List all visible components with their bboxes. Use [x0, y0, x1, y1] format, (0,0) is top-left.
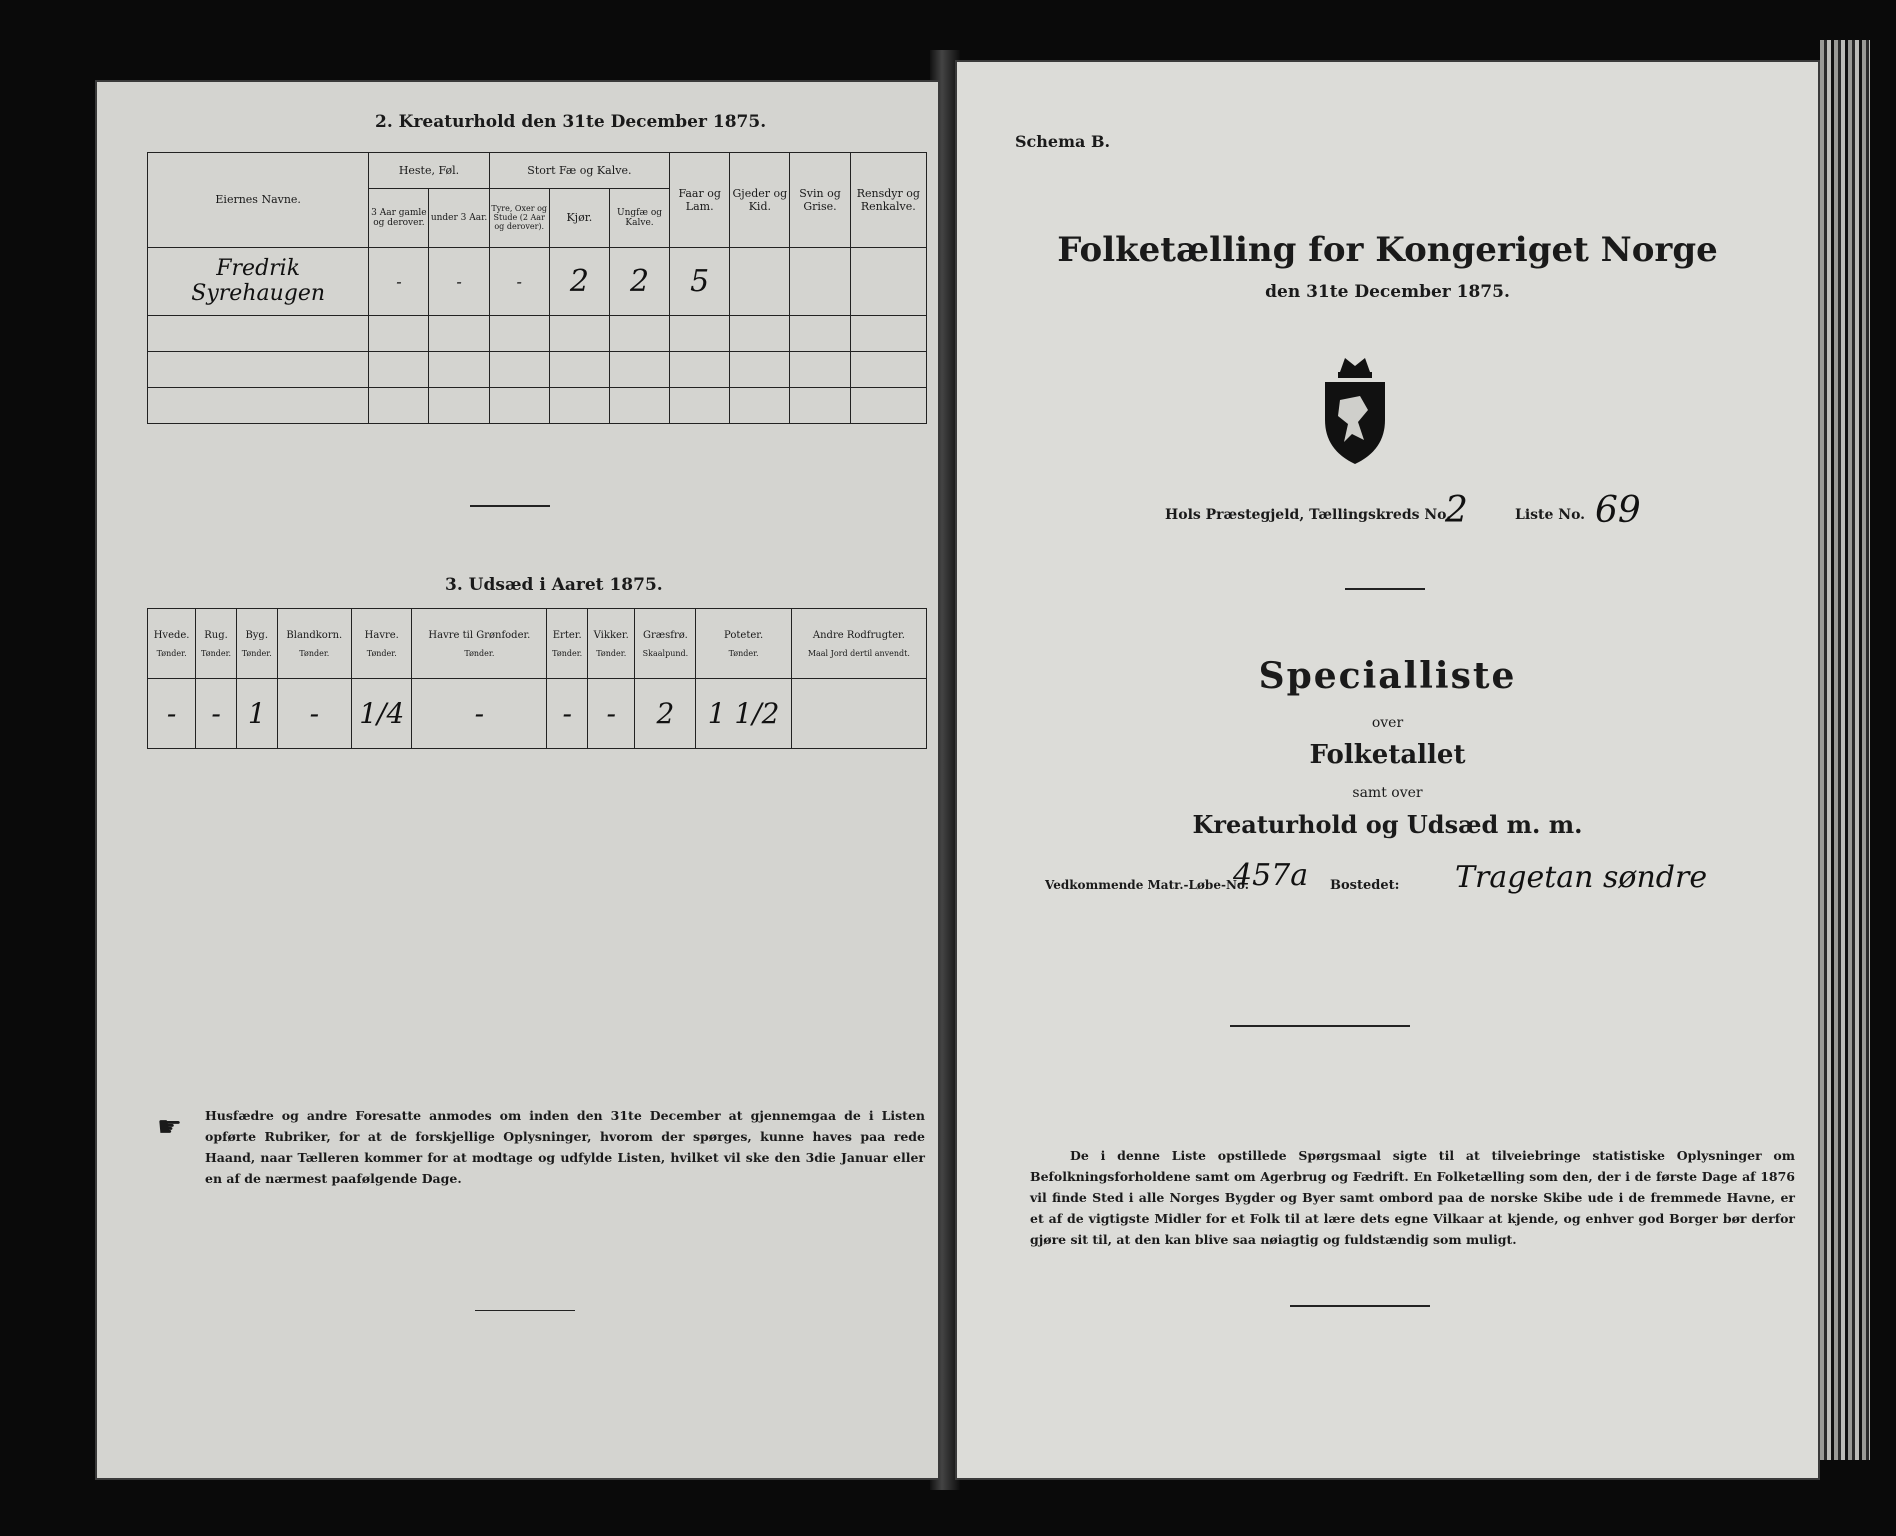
over-text: over [1371, 715, 1404, 731]
col-owner: Eiernes Navne. [148, 153, 369, 248]
crops-table [147, 608, 927, 749]
date-line: den 31te December 1875. [1265, 282, 1510, 302]
divider [475, 1310, 575, 1311]
crop-header [412, 609, 547, 679]
owner-name: Fredrik Syrehaugen [148, 247, 369, 315]
crop-value: - [412, 679, 547, 749]
crop-unit-label: Tønder. [552, 648, 583, 658]
crop-header-row [148, 609, 927, 679]
crop-unit-label: Maal Jord dertil anvendt. [807, 648, 910, 658]
crop-unit-label: Tønder. [366, 648, 397, 658]
specialliste-title: Specialliste [1258, 655, 1517, 697]
crop-header-label: Poteter. [724, 629, 764, 641]
cell-horses-3plus: - [369, 247, 429, 315]
crop-unit-label: Tønder. [464, 648, 495, 658]
samt-over-text: samt over [1352, 785, 1423, 801]
crop-value: - [277, 679, 352, 749]
col-cows: Kjør. [549, 189, 609, 248]
table-row [148, 247, 927, 315]
col-horses: Heste, Føl. [369, 153, 489, 189]
crop-value: - [547, 679, 588, 749]
crop-value: 1/4 [352, 679, 412, 749]
crop-header-label: Rug. [204, 629, 228, 641]
crop-header-label: Blandkorn. [286, 629, 343, 641]
crop-unit-label: Tønder. [201, 648, 232, 658]
col-young: Ungfæ og Kalve. [609, 189, 669, 248]
divider [1345, 588, 1425, 590]
crop-header-label: Andre Rodfrugter. [812, 629, 905, 641]
matr-label: Vedkommende Matr.-Løbe-No. [1045, 878, 1249, 892]
bostedet-label: Bostedet: [1330, 878, 1400, 893]
cell-sheep: 5 [670, 247, 730, 315]
col-cattle: Stort Fæ og Kalve. [489, 153, 669, 189]
crop-value: 1 1/2 [696, 679, 791, 749]
cell-cows: 2 [549, 247, 609, 315]
cell-horses-under3: - [429, 247, 489, 315]
cell-young: 2 [609, 247, 669, 315]
col-bulls: Tyre, Oxer og Stude (2 Aar og derover). [489, 189, 549, 248]
matr-number: 457a [1233, 858, 1309, 893]
crop-unit-label: Tønder. [728, 648, 759, 658]
crop-header [635, 609, 696, 679]
stacked-page-edges [1820, 40, 1870, 1460]
crop-header [277, 609, 352, 679]
folketallet-title: Folketallet [1309, 740, 1466, 770]
crop-unit-label: Tønder. [299, 648, 330, 658]
crop-header [696, 609, 791, 679]
crop-value: - [148, 679, 196, 749]
crop-header-label: Havre til Grønfoder. [428, 629, 531, 641]
crop-header-label: Vikker. [593, 629, 629, 641]
col-goats: Gjeder og Kid. [730, 153, 790, 248]
crop-unit-label: Tønder. [596, 648, 627, 658]
bostedet-value: Tragetan søndre [1455, 860, 1708, 895]
col-horses-under3: under 3 Aar. [429, 189, 489, 248]
list-label: Liste No. [1515, 507, 1586, 523]
crop-header [791, 609, 926, 679]
household-notice: Husfædre og andre Foresatte anmodes om inden den 31te December at gjennemgaa de i Listen opførte Rubriker, for at de forskjellige Oplysninger, hvorom der spørges, kunne haves paa rede Haand, naar Tælleren kommer for at modtage og udfylde Listen, hvilket vil ske den 3die Januar eller en af de nærmest paafølgende Dage. [205, 1108, 925, 1186]
col-horses-3plus: 3 Aar gamle og derover. [369, 189, 429, 248]
crop-header-label: Byg. [245, 629, 269, 641]
norway-coat-of-arms-icon [1310, 350, 1400, 470]
district-number: 2 [1445, 490, 1468, 531]
crop-value: - [196, 679, 237, 749]
crop-header [352, 609, 412, 679]
list-number: 69 [1595, 490, 1641, 531]
crop-header [547, 609, 588, 679]
crop-header [236, 609, 277, 679]
crop-unit-label: Tønder. [241, 648, 272, 658]
crop-header [148, 609, 196, 679]
crop-unit-label: Skaalpund. [642, 648, 689, 658]
cell-bulls: - [489, 247, 549, 315]
pointing-hand-icon: ☛ [157, 1110, 183, 1143]
main-title: Folketælling for Kongeriget Norge [1057, 230, 1718, 270]
crop-header-label: Havre. [364, 629, 399, 641]
divider [1290, 1305, 1430, 1307]
table-row [148, 679, 927, 749]
crop-value: 2 [635, 679, 696, 749]
schema-label: Schema B. [1015, 132, 1111, 151]
crop-value [791, 679, 926, 749]
crop-header-label: Erter. [552, 629, 582, 641]
footer-text: De i denne Liste opstillede Spørgsmaal sigte til at tilveiebringe statistiske Oplysninger om Befolkningsforholdene samt om Agerbrug og Fædrift. En Folketælling som den, der i de første Dage af 1876 vil finde Sted i alle Norges Bygder og Byer samt ombord paa de norske Skibe ude i de fremmede Havne, er et af de vigtigste Midler for et Folk til at lære dets egne Vilkaar at kjende, og enhver god Borger bør derfor gjøre sit til, at den kan blive saa nøiagtig og fuldstændig som muligt. [1030, 1148, 1795, 1247]
livestock-table [147, 152, 927, 424]
col-sheep: Faar og Lam. [670, 153, 730, 248]
section3-title: 3. Udsæd i Aaret 1875. [445, 575, 663, 595]
crop-header-label: Græsfrø. [643, 629, 688, 641]
section2-title: 2. Kreaturhold den 31te December 1875. [375, 112, 767, 132]
divider [1230, 1025, 1410, 1027]
right-page [955, 60, 1820, 1480]
crop-unit-label: Tønder. [156, 648, 187, 658]
crop-header-label: Hvede. [153, 629, 190, 641]
crop-header [196, 609, 237, 679]
crop-header [588, 609, 635, 679]
col-pigs: Svin og Grise. [790, 153, 850, 248]
crop-value: - [588, 679, 635, 749]
parish-label: Hols Præstegjeld, Tællingskreds No. [1165, 507, 1452, 523]
col-reindeer: Rensdyr og Renkalve. [850, 153, 926, 248]
kreaturhold-title: Kreaturhold og Udsæd m. m. [1192, 810, 1583, 839]
divider [470, 505, 550, 507]
left-page [95, 80, 940, 1480]
crop-value: 1 [236, 679, 277, 749]
